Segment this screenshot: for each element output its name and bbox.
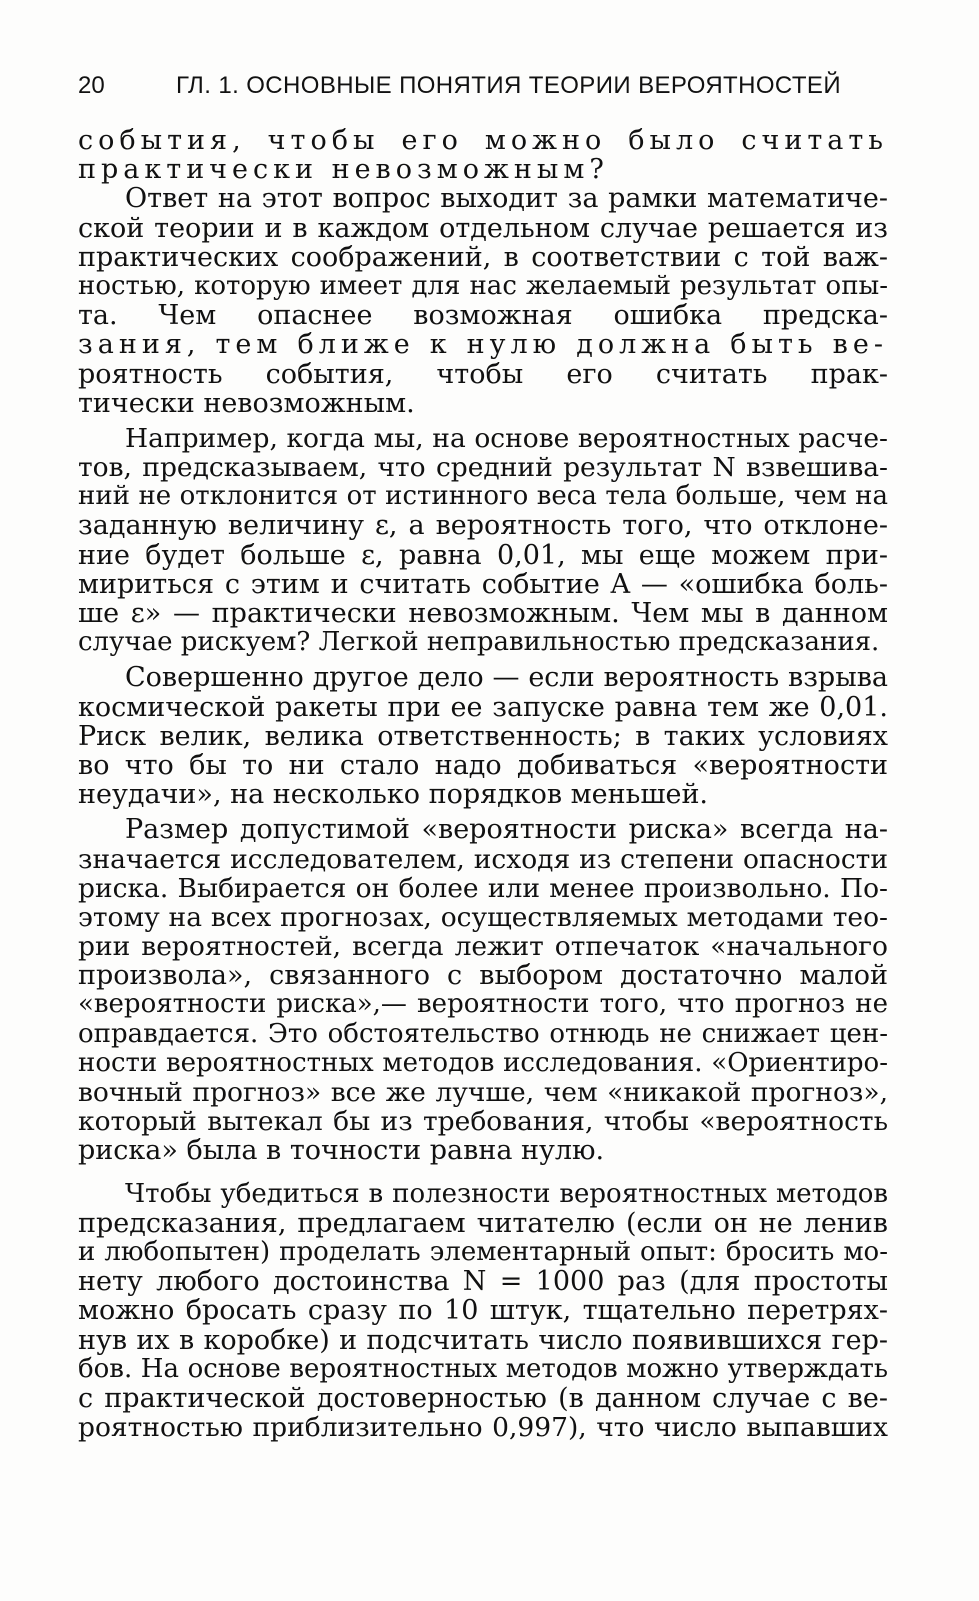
text-line: Например, когда мы, на основе вероятностных расче- bbox=[125, 423, 888, 454]
text-line: который вытекал бы из требования, чтобы «вероятность bbox=[78, 1107, 888, 1137]
text-line: значается исследователем, исходя из степени опасности bbox=[78, 844, 888, 874]
text-line: Размер допустимой «вероятности риска» всегда на- bbox=[125, 815, 888, 845]
text-line: тов, предсказываем, что средний результат N взвешива- bbox=[78, 453, 888, 483]
text-line: оправдается. Это обстоятельство отнюдь не снижает цен- bbox=[78, 1019, 888, 1049]
text-line: случае рискуем? Легкой неправильностью предсказания. bbox=[78, 628, 880, 658]
text-line: ний не отклонится от истинного веса тела больше, чем на bbox=[78, 482, 888, 512]
text-line: вочный прогноз» все же лучше, чем «никакой прогноз», bbox=[78, 1078, 888, 1108]
text-line: роятность события, чтобы его считать прак- bbox=[78, 359, 888, 389]
text-line: с практической достоверностью (в данном случае с ве- bbox=[78, 1383, 888, 1414]
text-line: практических соображений, в соответствии с той важ- bbox=[78, 242, 888, 272]
running-head bbox=[78, 66, 888, 106]
page-number: 20 bbox=[78, 72, 105, 99]
text-line: ние будет больше ε, равна 0,01, мы еще можем при- bbox=[78, 540, 888, 570]
text-line: Риск велик, велика ответственность; в таких условиях bbox=[78, 721, 888, 751]
text-line: риска. Выбирается он более или менее произвольно. По- bbox=[78, 873, 888, 903]
text-line: «вероятности риска»,— вероятности того, что прогноз не bbox=[78, 990, 888, 1020]
paragraph-gap bbox=[78, 1166, 888, 1180]
text-line: неудачи», на несколько порядков меньшей. bbox=[78, 780, 709, 810]
text-line: нув их в коробке) и подсчитать число появившихся гер- bbox=[78, 1325, 888, 1355]
text-line: Совершенно другое дело — если вероятность взрыва bbox=[125, 663, 888, 693]
text-line: бов. На основе вероятностных методов можно утверждать bbox=[78, 1354, 888, 1384]
text-line: ше ε» — практически невозможным. Чем мы в данном bbox=[78, 599, 888, 629]
text-line: космической ракеты при ее запуске равна тем же 0,01. bbox=[78, 692, 888, 722]
text-line: Чтобы убедиться в полезности вероятностных методов bbox=[125, 1179, 888, 1209]
text-line: во что бы то ни стало надо добиваться «вероятности bbox=[78, 750, 888, 781]
paragraph bbox=[78, 1180, 888, 1443]
text-line: заданную величину ε, а вероятность того, что отклоне- bbox=[78, 511, 888, 541]
text-line: нету любого достоинства N = 1000 раз (для простоты bbox=[78, 1267, 888, 1297]
text-line: предсказания, предлагаем читателю (если он не ленив bbox=[78, 1208, 888, 1238]
paragraph bbox=[78, 815, 888, 1165]
text-line: произвола», связанного с выбором достаточно малой bbox=[78, 961, 888, 991]
paragraph bbox=[78, 126, 888, 184]
text-line: Ответ на этот вопрос выходит за рамки математиче- bbox=[125, 184, 888, 214]
text-line: ностью, которую имеет для нас желаемый результат опы- bbox=[78, 271, 888, 301]
text-line: ской теории и в каждом отдельном случае решается из bbox=[78, 213, 888, 243]
paragraph bbox=[78, 424, 888, 658]
text-line: рии вероятностей, всегда лежит отпечаток «начального bbox=[78, 932, 888, 962]
body-text bbox=[78, 126, 888, 1442]
text-line: тически невозможным. bbox=[78, 388, 415, 418]
text-line: события, чтобы его можно было считать bbox=[78, 126, 888, 156]
text-line: можно бросать сразу по 10 штук, тщательно перетрях- bbox=[78, 1296, 888, 1326]
text-line: зания, тем ближе к нулю должна быть ве- bbox=[78, 330, 888, 360]
paragraph bbox=[78, 663, 888, 809]
text-line: роятностью приблизительно 0,997), что число выпавших bbox=[78, 1413, 888, 1443]
text-line: практически невозможным? bbox=[78, 155, 609, 185]
text-line: риска» была в точности равна нулю. bbox=[78, 1136, 605, 1166]
text-line: ности вероятностных методов исследования. «Ориентиро- bbox=[78, 1048, 888, 1078]
paragraph bbox=[78, 184, 888, 418]
chapter-title: ГЛ. 1. ОСНОВНЫЕ ПОНЯТИЯ ТЕОРИИ ВЕРОЯТНОСТЕЙ bbox=[176, 72, 841, 99]
text-line: и любопытен) проделать элементарный опыт: бросить мо- bbox=[78, 1237, 888, 1267]
text-line: этому на всех прогнозах, осуществляемых методами тео- bbox=[78, 902, 888, 933]
text-line: та. Чем опаснее возможная ошибка предска- bbox=[78, 301, 888, 331]
text-line: мириться с этим и считать событие A — «ошибка боль- bbox=[78, 569, 888, 599]
